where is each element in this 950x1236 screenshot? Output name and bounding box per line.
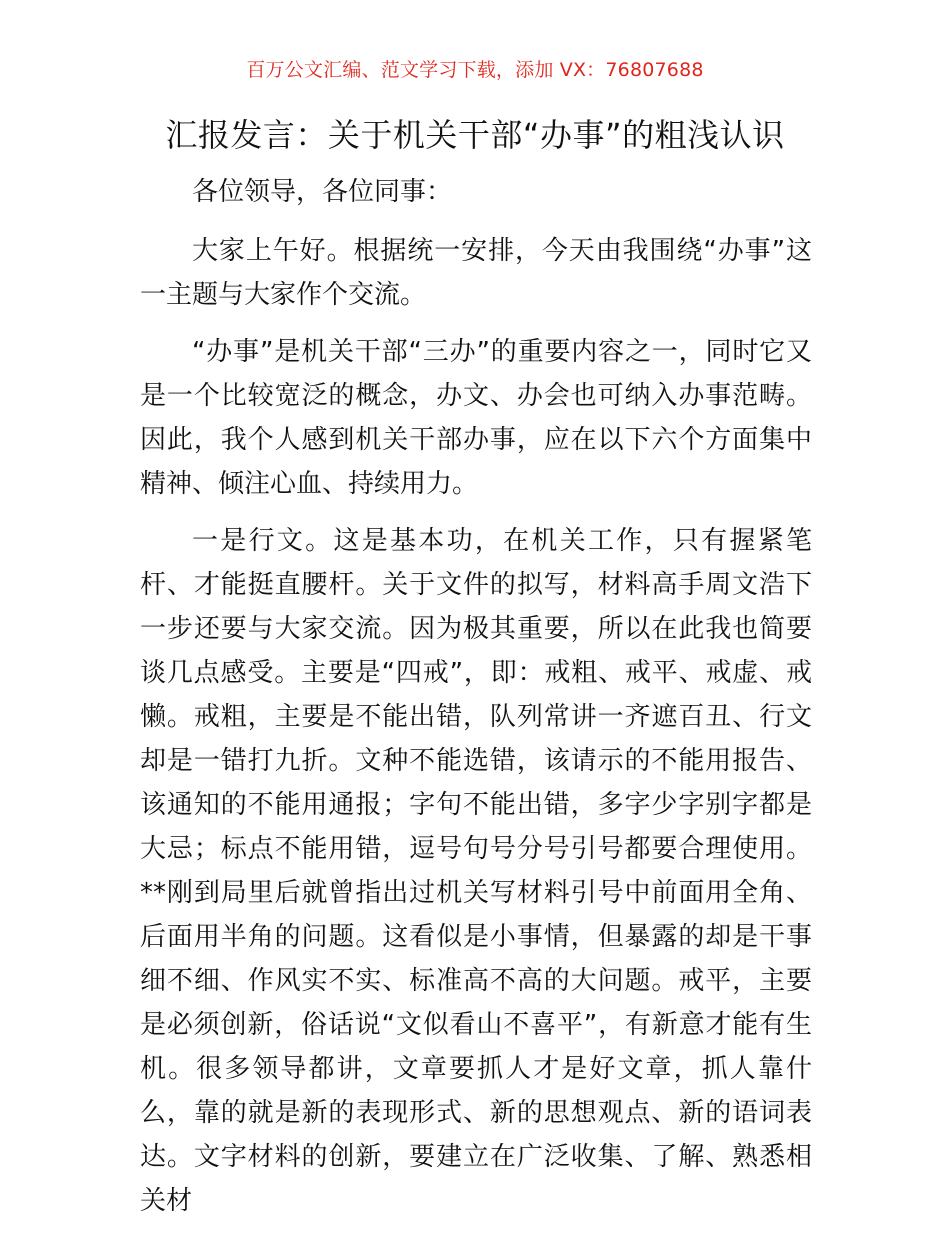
salutation: 各位领导，各位同事：: [192, 177, 453, 207]
document-title: 汇报发言：关于机关干部“办事”的粗浅认识: [165, 116, 785, 154]
paragraph-intro: “办事”是机关干部“三办”的重要内容之一，同时它又是一个比较宽泛的概念，办文、办会也可纳入办事范畴。因此，我个人感到机关干部办事，应在以下六个方面集中精神、倾注心血、持续用力。: [140, 337, 812, 499]
document-body: [140, 170, 812, 1236]
paragraph-greeting: 大家上午好。根据统一安排，今天由我围绕“办事”这一主题与大家作个交流。: [140, 236, 812, 310]
paragraph-writing: 一是行文。这是基本功，在机关工作，只有握紧笔杆、才能挺直腰杆。关于文件的拟写，材料高手周文浩下一步还要与大家交流。因为极其重要，所以在此我也简要谈几点感受。主要是“四戒”，即：戒粗、戒平、戒虚、戒懒。戒粗，主要是不能出错，队列常讲一齐遮百丑、行文却是一错打九折。文种不能选错，该请示的不能用报告、该通知的不能用通报；字句不能出错，多字少字别字都是大忌；标点不能用错，逗号句号分号引号都要合理使用。**刚到局里后就曾指出过机关写材料引号中前面用全角、后面用半角的问题。这看似是小事情，但暴露的却是干事细不细、作风实不实、标准高不高的大问题。戒平，主要是必须创新，俗话说“文似看山不喜平”，有新意才能有生机。很多领导都讲，文章要抓人才是好文章，抓人靠什么，靠的就是新的表现形式、新的思想观点、新的语词表达。文字材料的创新，要建立在广泛收集、了解、熟悉相关材: [140, 526, 812, 1216]
header-banner: 百万公文汇编、范文学习下载，添加 VX：76807688: [246, 59, 704, 81]
